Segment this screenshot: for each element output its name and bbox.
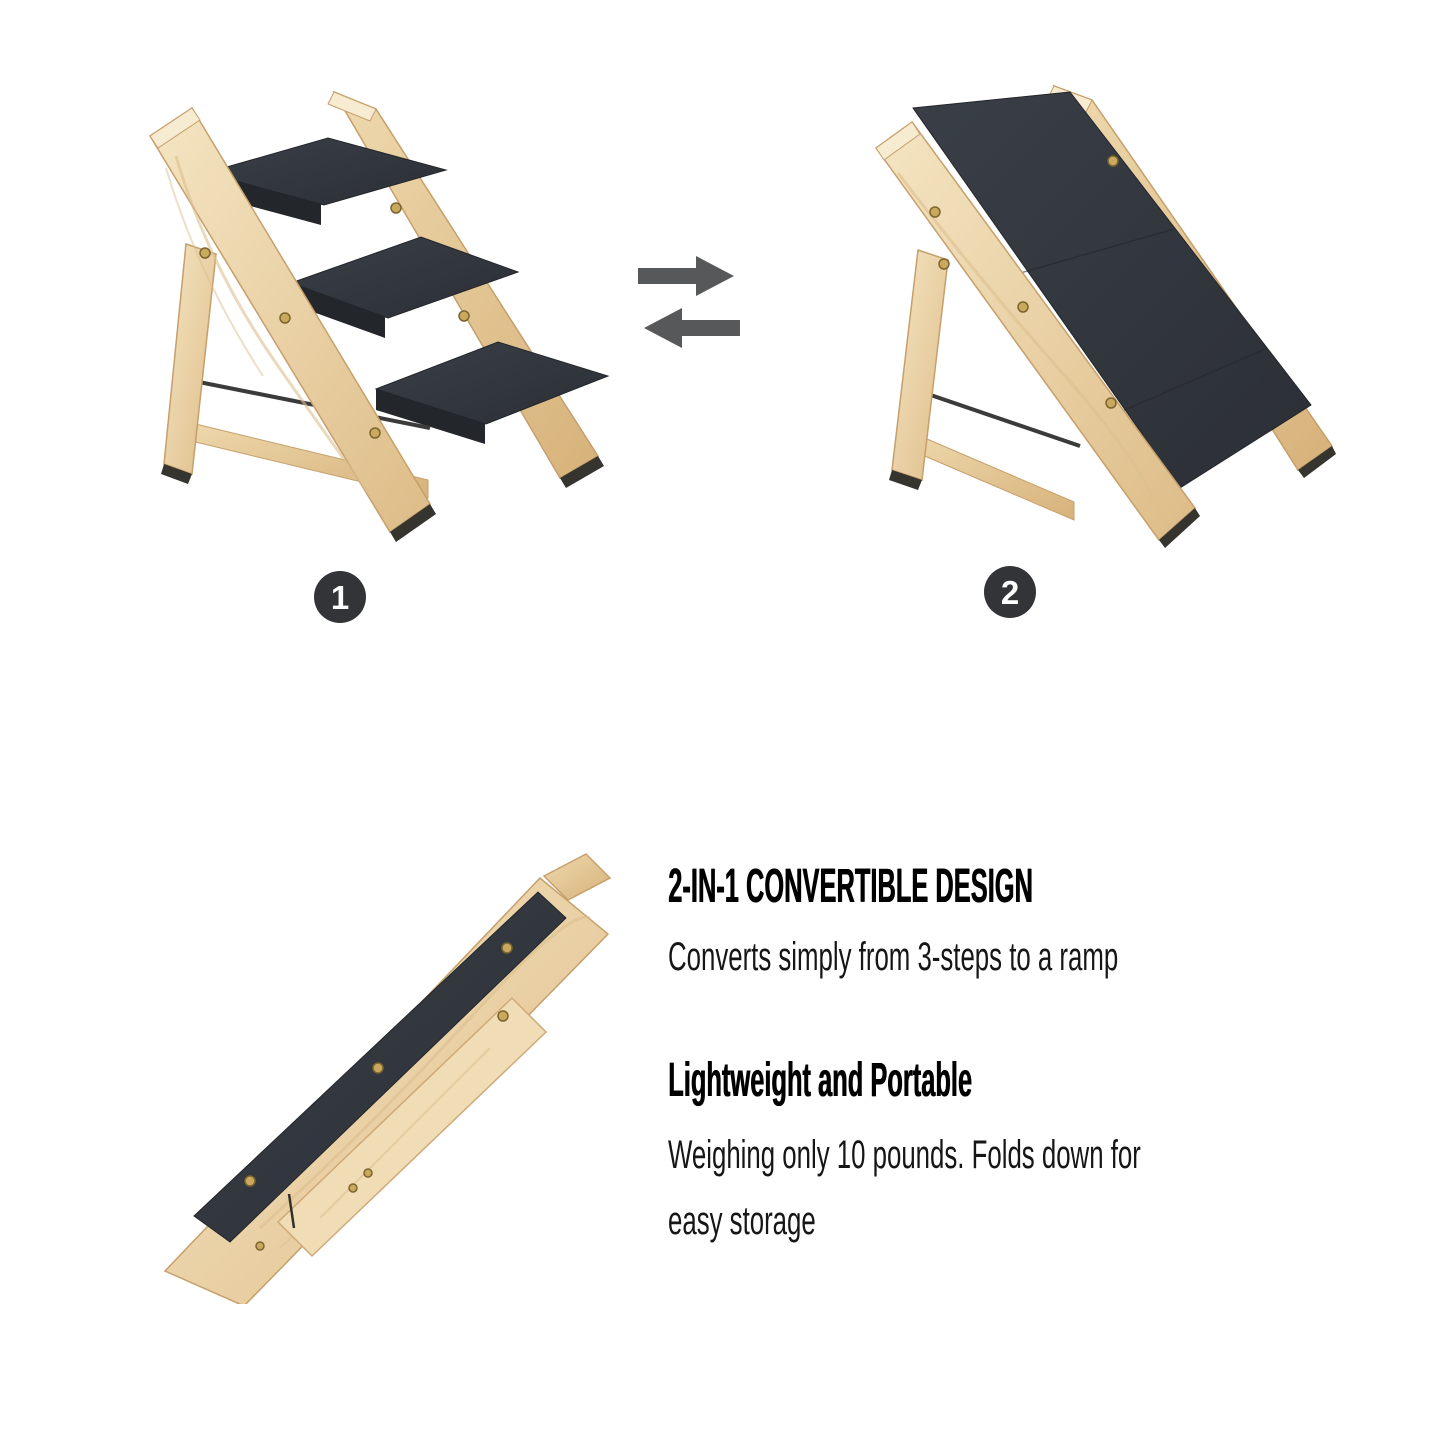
ramp-metal-brace — [916, 390, 1080, 446]
badge-number: 2 — [1000, 573, 1020, 611]
ramp-config-badge — [984, 566, 1036, 618]
pet-ramp-photo — [858, 78, 1364, 564]
feature-2-heading: Lightweight and Portable — [668, 1054, 972, 1107]
feature-1-heading: 2-IN-1 CONVERTIBLE DESIGN — [668, 860, 1033, 913]
ramp-screw — [1108, 156, 1118, 166]
arrow-right-icon — [638, 256, 734, 296]
feature-2-line: easy storage — [668, 1199, 816, 1243]
feature-text-block — [668, 860, 1368, 1254]
steps-fold-leg — [161, 244, 216, 484]
pet-steps-photo — [128, 76, 634, 562]
step-config-badge — [314, 571, 366, 623]
ramp-cross-bar — [906, 430, 1074, 520]
folded-flat-photo — [140, 848, 646, 1304]
feature-2-line: Weighing only 10 pounds. Folds down for — [668, 1133, 1141, 1177]
conversion-arrows — [630, 246, 748, 352]
arrow-left-icon — [644, 308, 740, 348]
feature-1-line: Converts simply from 3-steps to a ramp — [668, 935, 1119, 979]
badge-number: 1 — [330, 578, 350, 616]
